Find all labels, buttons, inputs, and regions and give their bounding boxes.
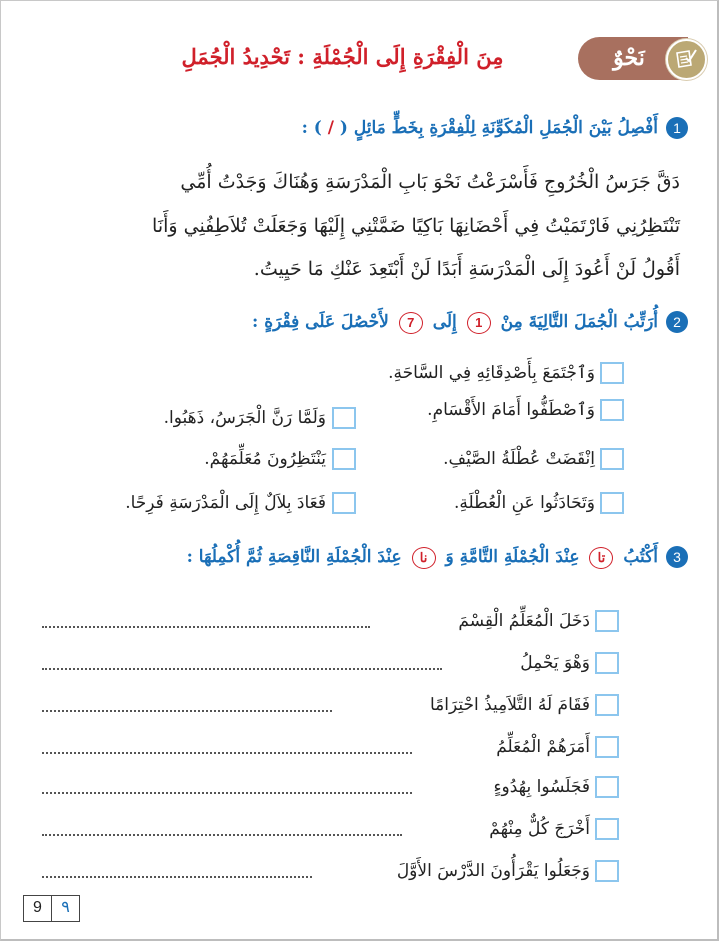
exercise-2-heading-a: أُرَتِّبُ الْجُمَلَ التَّالِيَةَ مِنْ — [500, 312, 658, 332]
complete-mark-circle: تا — [589, 547, 613, 569]
exercise-3-heading-c: عِنْدَ الْجُمْلَةِ النَّاقِصَةِ ثُمَّ أُكْمِلُهَا : — [186, 547, 402, 567]
lesson-badge — [578, 37, 702, 80]
order-item: وَٱصْطَفُّوا أَمَامَ الأَقْسَامِ. — [427, 400, 595, 420]
answer-line[interactable] — [42, 790, 412, 794]
order-item: وَلَمَّا رَنَّ الْجَرَسُ، ذَهَبُوا. — [163, 408, 326, 428]
exercise-1-heading — [188, 114, 658, 142]
exercise-3-heading-b: عِنْدَ الْجُمْلَةِ التَّامَّةِ وَ — [445, 547, 580, 567]
answer-line[interactable] — [42, 624, 370, 628]
exercise-1-number: 1 — [666, 117, 688, 139]
answer-line[interactable] — [42, 708, 332, 712]
order-item: وَٱجْتَمَعَ بِأَصْدِقَائِهِ فِي السَّاحَةِ. — [388, 363, 595, 383]
exercise-1-line-1: دَقَّ جَرَسُ الْخُرُوجِ فَأَسْرَعْتُ نَحْوَ بَابِ الْمَدْرَسَةِ وَهُنَاكَ وَجَدْتُ أُمِّي — [180, 171, 680, 193]
order-checkbox[interactable] — [600, 492, 624, 514]
sentence-item: فَجَلَسُوا بِهُدُوءٍ — [493, 777, 590, 797]
sentence-checkbox[interactable] — [595, 610, 619, 632]
sentence-checkbox[interactable] — [595, 694, 619, 716]
sentence-item: وَهْوَ يَحْمِلُ — [520, 653, 590, 673]
badge-label: نَحْوٌ — [613, 45, 645, 71]
exercise-2-heading — [178, 308, 658, 336]
order-from-circle: 1 — [467, 312, 491, 334]
sentence-checkbox[interactable] — [595, 736, 619, 758]
page-title: مِنَ الْفِقْرَةِ إِلَى الْجُمْلَةِ : تَحْدِيدُ الْجُمَلِ — [181, 44, 504, 69]
sentence-item: دَخَلَ الْمُعَلِّمُ الْقِسْمَ — [458, 611, 590, 631]
order-item: يَنْتَظِرُونَ مُعَلِّمَهُمْ. — [204, 449, 326, 469]
answer-line[interactable] — [42, 874, 312, 878]
exercise-1-heading-end: ) : — [301, 118, 322, 138]
page-number: 9 — [24, 896, 52, 921]
exercise-1-line-2: تَنْتَظِرُنِي فَارْتَمَيْتُ فِي أَحْضَانِهَا بَاكِيًا ضَمَّتْنِي إِلَيْهَا وَجَعَلَتْ تُلاَطِفُنِي وَأَنَا — [152, 215, 680, 237]
exercise-2-heading-b: إِلَى — [432, 312, 457, 332]
exercise-1-slash: / — [327, 118, 334, 138]
answer-line[interactable] — [42, 666, 442, 670]
exercise-1-heading-text: أَفْصِلُ بَيْنَ الْجُمَلِ الْمُكَوِّنَةِ لِلْفِقْرَةِ بِخَطٍّ مَائِلٍ ( — [339, 118, 658, 138]
notebook-check-icon — [666, 39, 707, 80]
sentence-item: وَجَعَلُوا يَقْرَأُونَ الدَّرْسَ الأَوَّلَ — [396, 861, 590, 881]
sentence-item: فَقَامَ لَهُ التَّلاَمِيذُ احْتِرَامًا — [429, 695, 590, 715]
incomplete-mark-circle: نا — [412, 547, 436, 569]
sentence-checkbox[interactable] — [595, 860, 619, 882]
exercise-2-number: 2 — [666, 311, 688, 333]
order-checkbox[interactable] — [600, 362, 624, 384]
page-number-box — [23, 895, 80, 922]
order-checkbox[interactable] — [600, 448, 624, 470]
order-item: وَتَحَادَثُوا عَنِ الْعُطْلَةِ. — [454, 493, 595, 513]
sentence-checkbox[interactable] — [595, 776, 619, 798]
sentence-item: أَخْرَجَ كُلٌّ مِنْهُمْ — [489, 819, 590, 839]
page-number-arabic: ٩ — [61, 899, 70, 916]
exercise-2-heading-c: لأَحْصُلَ عَلَى فِقْرَةٍ : — [252, 312, 389, 332]
exercise-1-line-3: أَقُولُ لَنْ أَعُودَ إِلَى الْمَدْرَسَةِ أَبَدًا لَنْ أَبْتَعِدَ عَنْكِ مَا حَيِيتُ. — [253, 258, 680, 280]
order-item: اِنْقَضَتْ عُطْلَةُ الصَّيْفِ. — [443, 449, 595, 469]
sentence-item: أَمَرَهُمْ الْمُعَلِّمُ — [496, 737, 590, 757]
exercise-3-number: 3 — [666, 546, 688, 568]
order-item: فَعَادَ بِلاَلٌ إِلَى الْمَدْرَسَةِ فَرِحًا. — [125, 493, 326, 513]
order-checkbox[interactable] — [332, 448, 356, 470]
order-checkbox[interactable] — [332, 492, 356, 514]
exercise-3-heading — [98, 543, 658, 571]
sentence-checkbox[interactable] — [595, 652, 619, 674]
answer-line[interactable] — [42, 832, 402, 836]
answer-line[interactable] — [42, 750, 412, 754]
order-checkbox[interactable] — [332, 407, 356, 429]
sentence-checkbox[interactable] — [595, 818, 619, 840]
order-checkbox[interactable] — [600, 399, 624, 421]
order-to-circle: 7 — [399, 312, 423, 334]
exercise-3-heading-a: أَكْتُبُ — [623, 547, 658, 567]
